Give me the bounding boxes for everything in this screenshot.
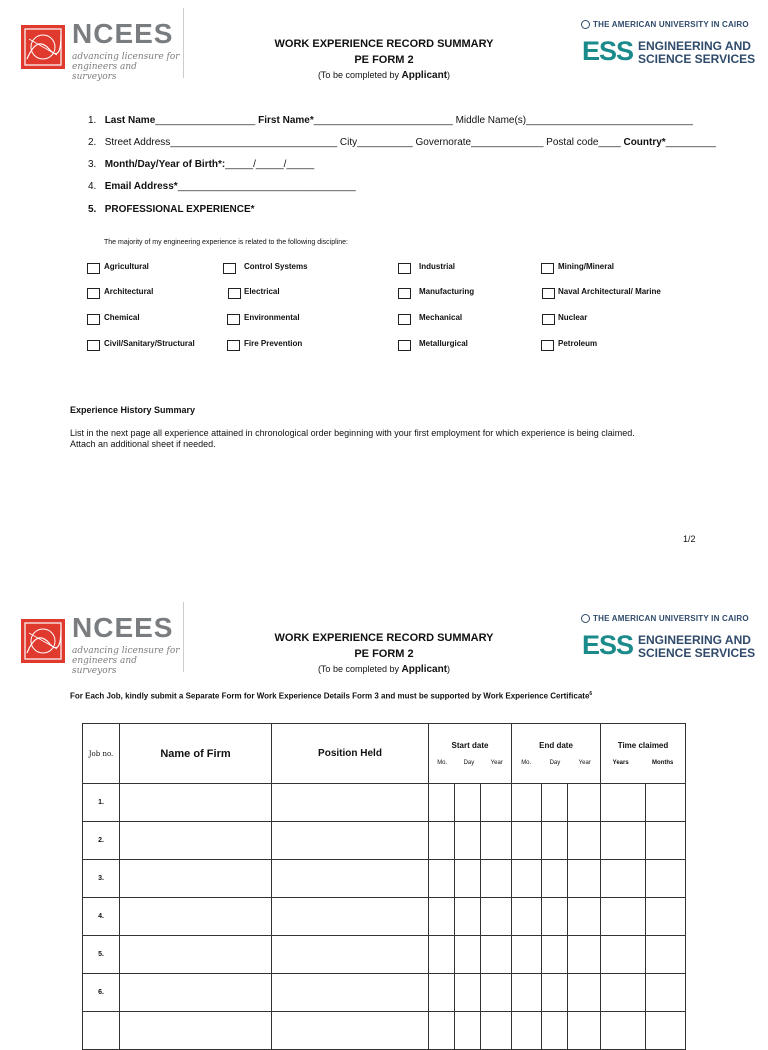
table-header	[83, 724, 686, 784]
table-cell[interactable]	[646, 784, 686, 822]
subtitle-suffix: )	[447, 664, 451, 674]
table-cell[interactable]	[120, 974, 272, 1012]
table-cell[interactable]	[568, 936, 601, 974]
discipline-label: Electrical	[244, 287, 280, 296]
job-number: 4.	[83, 898, 120, 936]
table-cell[interactable]	[272, 860, 429, 898]
table-cell[interactable]	[542, 898, 568, 936]
ess-subtitle-1: ENGINEERING AND	[638, 633, 751, 647]
table-cell[interactable]	[568, 974, 601, 1012]
table-cell[interactable]	[568, 784, 601, 822]
field-num: 3.	[88, 159, 97, 170]
field-address-row	[88, 137, 716, 148]
table-cell[interactable]	[455, 784, 481, 822]
table-cell[interactable]	[481, 822, 512, 860]
discipline-label: Nuclear	[558, 313, 588, 322]
ess-subtitle	[638, 634, 755, 660]
time-years: Years	[612, 760, 629, 766]
form-number: PE FORM 2	[354, 54, 414, 66]
field-num: 5.	[88, 204, 97, 215]
history-text-2: Attach an additional sheet if needed.	[70, 439, 216, 449]
table-cell[interactable]	[429, 974, 455, 1012]
subtitle-prefix: (To be completed by	[317, 664, 402, 674]
table-cell[interactable]	[272, 1012, 429, 1050]
table-cell[interactable]	[542, 860, 568, 898]
field-experience-row	[88, 204, 255, 215]
auc-name	[581, 614, 749, 623]
table-cell[interactable]	[646, 936, 686, 974]
table-cell[interactable]	[120, 784, 272, 822]
start-date-label: Start date	[451, 741, 489, 750]
discipline-checkbox[interactable]	[541, 340, 554, 351]
discipline-label: Environmental	[244, 313, 300, 322]
job-number: 2.	[83, 822, 120, 860]
table-cell[interactable]	[120, 860, 272, 898]
discipline-checkbox[interactable]	[227, 314, 240, 325]
ncees-tagline-2: engineers and surveyors	[72, 62, 137, 82]
discipline-label: Industrial	[419, 262, 456, 271]
ncees-tagline-2: engineers and surveyors	[72, 656, 137, 676]
discipline-label: Architectural	[104, 287, 154, 296]
form-number: PE FORM 2	[354, 648, 414, 660]
discipline-label: Mining/Mineral	[558, 262, 614, 271]
ess-logo: ESS	[582, 630, 634, 660]
footnote-marker: 6	[589, 691, 593, 697]
discipline-label: Agricultural	[104, 262, 149, 271]
table-cell[interactable]	[601, 1012, 646, 1050]
table-cell[interactable]	[568, 1012, 601, 1050]
table-cell[interactable]	[646, 822, 686, 860]
field-name-row	[88, 115, 693, 126]
table-cell[interactable]	[120, 822, 272, 860]
table-cell[interactable]	[455, 822, 481, 860]
ess-subtitle	[638, 40, 755, 66]
table-cell[interactable]	[455, 974, 481, 1012]
job-number: 1.	[83, 784, 120, 822]
ncees-tagline	[72, 646, 182, 676]
field-email-row	[88, 181, 356, 192]
end-mo: Mo.	[521, 760, 532, 766]
table-cell[interactable]	[601, 860, 646, 898]
table-cell[interactable]	[272, 936, 429, 974]
middle-name-field[interactable]: Middle Name(s)______________________________	[455, 115, 693, 126]
discipline-checkbox[interactable]	[228, 288, 241, 299]
email-field[interactable]: ________________________________	[177, 181, 356, 192]
job-number	[83, 1012, 120, 1050]
email-label: Email Address*	[104, 181, 178, 192]
auc-name-text: THE AMERICAN UNIVERSITY IN CAIRO	[593, 614, 749, 623]
field-num: 1.	[88, 115, 97, 126]
ncees-wordmark: NCEES	[72, 612, 174, 643]
country-field[interactable]: _________	[665, 137, 716, 148]
discipline-label: Fire Prevention	[244, 339, 303, 348]
discipline-checkbox[interactable]	[227, 340, 240, 351]
table-cell[interactable]	[120, 1012, 272, 1050]
discipline-checkbox[interactable]	[87, 288, 100, 299]
table-row	[83, 936, 686, 974]
table-cell[interactable]	[429, 822, 455, 860]
table-cell[interactable]	[568, 898, 601, 936]
ncees-tagline	[72, 52, 182, 82]
subtitle-prefix: (To be completed by	[317, 70, 402, 80]
ncees-logo-mark	[21, 619, 65, 663]
auc-name-text: THE AMERICAN UNIVERSITY IN CAIRO	[593, 20, 749, 29]
field-num: 4.	[88, 181, 97, 192]
work-experience-table	[82, 723, 686, 1050]
field-num: 2.	[88, 137, 97, 148]
discipline-intro: The majority of my engineering experience is related to the following discipline:	[104, 239, 348, 246]
table-cell[interactable]	[568, 822, 601, 860]
table-cell[interactable]	[481, 936, 512, 974]
discipline-checkbox[interactable]	[87, 340, 100, 351]
col-end-date	[512, 724, 601, 784]
table-cell[interactable]	[429, 1012, 455, 1050]
table-cell[interactable]	[512, 936, 542, 974]
subtitle-suffix: )	[447, 70, 451, 80]
job-instruction-text: For Each Job, kindly submit a Separate Form for Work Experience Details Form 3 and must be supported by Work Experience Certificate	[70, 691, 590, 701]
table-row	[83, 784, 686, 822]
table-cell[interactable]	[455, 860, 481, 898]
end-year: Year	[578, 760, 591, 766]
table-cell[interactable]	[120, 936, 272, 974]
table-body	[83, 784, 686, 1050]
discipline-checkbox[interactable]	[87, 263, 100, 274]
table-cell[interactable]	[272, 784, 429, 822]
history-text	[70, 428, 710, 450]
table-cell[interactable]	[272, 822, 429, 860]
table-cell[interactable]	[429, 784, 455, 822]
discipline-label: Civil/Sanitary/Structural	[104, 339, 195, 348]
table-row	[83, 1012, 686, 1050]
table-cell[interactable]	[646, 860, 686, 898]
table-cell[interactable]	[481, 784, 512, 822]
ess-subtitle-2: SCIENCE SERVICES	[638, 646, 756, 660]
table-cell[interactable]	[512, 822, 542, 860]
last-name-label: Last Name	[104, 115, 156, 126]
subtitle-applicant: Applicant	[401, 664, 448, 675]
end-day: Day	[549, 760, 561, 766]
table-cell[interactable]	[646, 974, 686, 1012]
discipline-checkbox[interactable]	[398, 263, 411, 274]
table-cell[interactable]	[512, 974, 542, 1012]
professional-experience-label: PROFESSIONAL EXPERIENCE*	[104, 204, 255, 215]
ncees-logo-mark	[21, 25, 65, 69]
form-title: WORK EXPERIENCE RECORD SUMMARY	[274, 38, 494, 50]
logo-divider	[183, 8, 184, 78]
ess-subtitle-1: ENGINEERING AND	[638, 39, 751, 53]
table-cell[interactable]	[512, 1012, 542, 1050]
table-cell[interactable]	[455, 898, 481, 936]
col-job-no: Job no.	[83, 724, 120, 784]
discipline-checkbox[interactable]	[398, 340, 411, 351]
discipline-checkbox[interactable]	[223, 263, 236, 274]
col-start-date	[429, 724, 512, 784]
time-claimed-label: Time claimed	[617, 741, 669, 750]
table-cell[interactable]	[429, 898, 455, 936]
logo-divider	[183, 602, 184, 672]
table-cell[interactable]	[429, 860, 455, 898]
table-cell[interactable]	[601, 936, 646, 974]
start-year: Year	[490, 760, 503, 766]
table-cell[interactable]	[272, 974, 429, 1012]
ess-logo: ESS	[582, 36, 634, 66]
auc-seal-icon	[581, 20, 590, 29]
discipline-checkbox[interactable]	[542, 314, 555, 325]
history-title-text: Experience History Summary	[70, 405, 196, 415]
history-title	[70, 405, 195, 415]
table-cell[interactable]	[481, 898, 512, 936]
table-cell[interactable]	[646, 898, 686, 936]
table-cell[interactable]	[601, 822, 646, 860]
table-row	[83, 822, 686, 860]
discipline-label: Chemical	[104, 313, 140, 322]
job-number: 6.	[83, 974, 120, 1012]
table-cell[interactable]	[512, 784, 542, 822]
table-cell[interactable]	[542, 1012, 568, 1050]
table-cell[interactable]	[542, 784, 568, 822]
discipline-checkbox[interactable]	[87, 314, 100, 325]
table-row	[83, 974, 686, 1012]
table-cell[interactable]	[512, 898, 542, 936]
table-cell[interactable]	[455, 936, 481, 974]
first-name-field[interactable]: _________________________	[313, 115, 453, 126]
table-cell[interactable]	[481, 860, 512, 898]
form-subtitle	[234, 664, 534, 675]
discipline-checkbox[interactable]	[398, 314, 411, 325]
form-subtitle	[234, 70, 534, 81]
subtitle-applicant: Applicant	[401, 70, 448, 81]
address-fields[interactable]: Street Address______________________________ City__________ Governorate_____________ Postal code____	[104, 137, 621, 148]
discipline-label: Control Systems	[244, 262, 308, 271]
col-name-of-firm: Name of Firm	[120, 724, 272, 784]
discipline-checkbox[interactable]	[541, 263, 554, 274]
field-birth-row	[88, 159, 314, 170]
first-name-label: First Name*	[258, 115, 314, 126]
ncees-tagline-1: advancing licensure for	[72, 646, 180, 656]
table-cell[interactable]	[542, 974, 568, 1012]
table-cell[interactable]	[481, 974, 512, 1012]
history-text-1: List in the next page all experience attained in chronological order beginning with your first employment for which experience is being claimed.	[70, 428, 635, 438]
table-cell[interactable]	[455, 1012, 481, 1050]
table-cell[interactable]	[601, 898, 646, 936]
ncees-wordmark: NCEES	[72, 18, 174, 49]
table-cell[interactable]	[601, 784, 646, 822]
table-cell[interactable]	[646, 1012, 686, 1050]
table-cell[interactable]	[481, 1012, 512, 1050]
start-mo: Mo.	[437, 760, 448, 766]
time-months: Months	[652, 760, 674, 766]
col-time-claimed	[601, 724, 686, 784]
table-cell[interactable]	[512, 860, 542, 898]
discipline-checkbox[interactable]	[542, 288, 555, 299]
birth-label: Month/Day/Year of Birth*:	[104, 159, 226, 170]
table-cell[interactable]	[601, 974, 646, 1012]
start-day: Day	[463, 760, 475, 766]
discipline-label: Manufacturing	[419, 287, 475, 296]
discipline-label: Petroleum	[558, 339, 598, 348]
discipline-checkbox[interactable]	[398, 288, 411, 299]
page-number: 1/2	[683, 534, 696, 544]
table-cell[interactable]	[542, 936, 568, 974]
discipline-label: Mechanical	[419, 313, 463, 322]
table-row	[83, 860, 686, 898]
table-cell[interactable]	[272, 898, 429, 936]
auc-name	[581, 20, 749, 29]
last-name-field[interactable]: __________________	[155, 115, 256, 126]
table-cell[interactable]	[542, 822, 568, 860]
ncees-tagline-1: advancing licensure for	[72, 52, 180, 62]
job-number: 3.	[83, 860, 120, 898]
table-cell[interactable]	[568, 860, 601, 898]
discipline-label: Metallurgical	[419, 339, 468, 348]
table-row	[83, 898, 686, 936]
form-title: WORK EXPERIENCE RECORD SUMMARY	[274, 632, 494, 644]
job-number: 5.	[83, 936, 120, 974]
birth-field[interactable]: _____/_____/_____	[225, 159, 315, 170]
country-label: Country*	[623, 137, 666, 148]
table-cell[interactable]	[429, 936, 455, 974]
table-cell[interactable]	[120, 898, 272, 936]
auc-seal-icon	[581, 614, 590, 623]
end-date-label: End date	[539, 741, 573, 750]
col-position-held: Position Held	[272, 724, 429, 784]
ess-subtitle-2: SCIENCE SERVICES	[638, 52, 756, 66]
job-instruction	[70, 691, 592, 701]
discipline-label: Naval Architectural/ Marine	[558, 287, 661, 296]
